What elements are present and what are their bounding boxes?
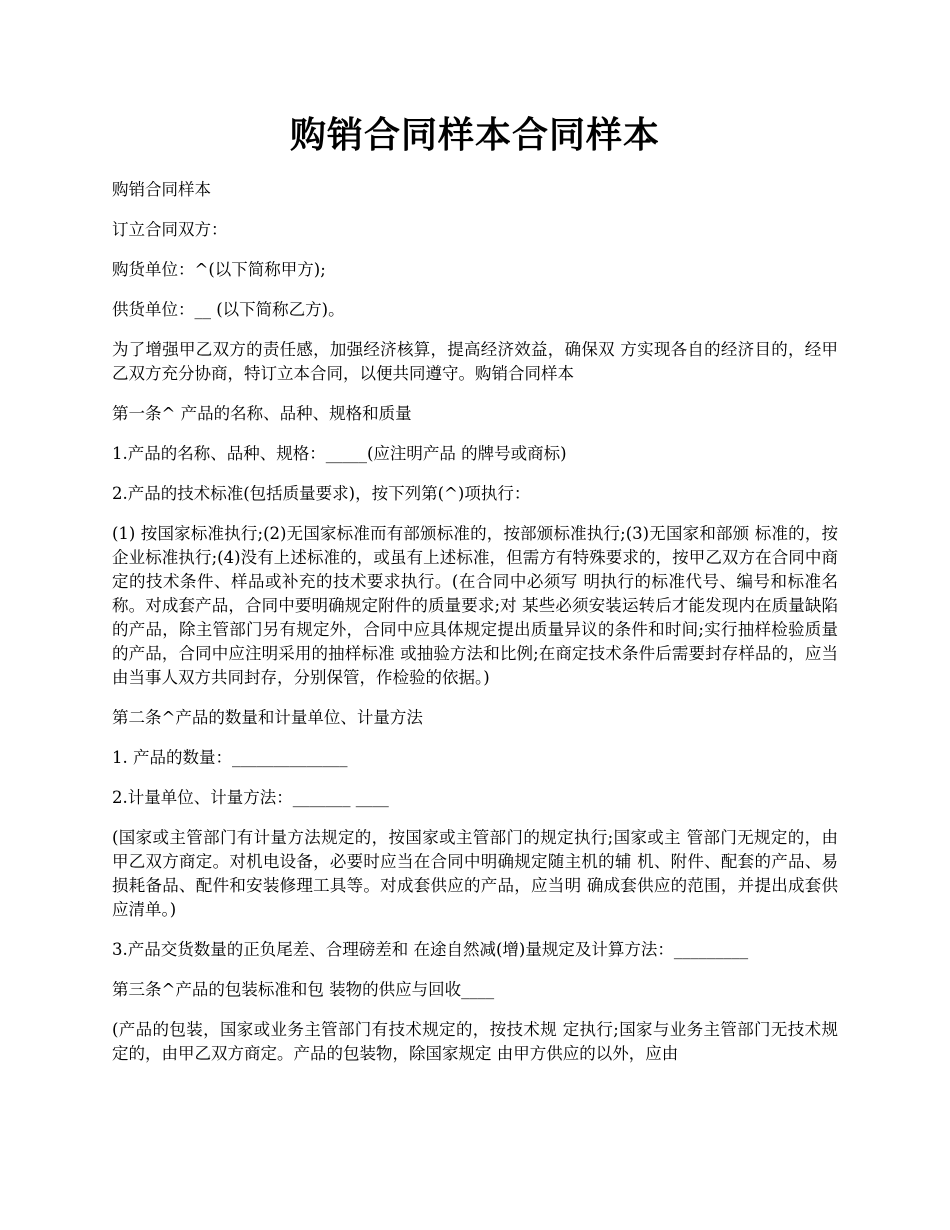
article-1-item-2: 2.产品的技术标准(包括质量要求)，按下列第(^)项执行： [112,484,531,503]
article-2-measurement-note: (国家或主管部门有计量方法规定的，按国家或主管部门的规定执行;国家或主 管部门无规定的，由甲乙双方商定。对机电设备，必要时应当在合同中明确规定随主机的辅 机、附件、配套的产品、易损耗备品、配件和安装修理工具等。对成套供应的产品，应当明 确成套供应的范围，并提出成套供应清单。) [112,828,838,919]
article-3-packaging-note: (产品的包装，国家或业务主管部门有技术规定的，按技术规 定执行;国家与业务主管部门无技术规定的，由甲乙双方商定。产品的包装物，除国家规定 由甲方供应的以外，应由 [112,1020,838,1063]
article-2-item-3: 3.产品交货数量的正负尾差、合理磅差和 在途自然减(增)量规定及计算方法：_________ [112,940,749,959]
article-2-heading: 第二条^产品的数量和计量单位、计量方法 [112,708,423,727]
paragraph-buyer: 购货单位：^(以下简称甲方); [112,260,326,279]
paragraph-heading: 购销合同样本 [112,180,211,199]
paragraph-supplier: 供货单位：__ (以下简称乙方)。 [112,300,345,319]
article-1-heading: 第一条^ 产品的名称、品种、规格和质量 [112,404,412,423]
paragraph-parties: 订立合同双方： [112,220,228,239]
article-2-item-1: 1. 产品的数量：______________ [112,748,348,767]
article-1-standards-note: (1) 按国家标准执行;(2)无国家标准而有部颁标准的，按部颁标准执行;(3)无国家和部颁 标准的，按企业标准执行;(4)没有上述标准的，或虽有上述标准，但需方有特殊要求的，按甲乙双方在合同中商定的技术条件、样品或补充的技术要求执行。(在合同中必须写 明执行的标准代号、编号和标准名称。对成套产品，合同中要明确规定附件的质量要求;对 某些必须安装运转后才能发现内在质量缺陷的产品，除主管部门另有规定外，合同中应具体规定提出质量异议的条件和时间;实行抽样检验质量的产品，合同中应注明采用的抽样标准 或抽验方法和比例;在商定技术条件后需要封存样品的，应当由当事人双方共同封存，分别保管，作检验的依据。) [112,524,838,687]
paragraph-purpose: 为了增强甲乙双方的责任感，加强经济核算，提高经济效益，确保双 方实现各自的经济目的，经甲乙双方充分协商，特订立本合同，以便共同遵守。购销合同样本 [112,340,838,383]
article-3-heading: 第三条^产品的包装标准和包 装物的供应与回收____ [112,980,495,999]
article-1-item-1: 1.产品的名称、品种、规格：_____(应注明产品 的牌号或商标) [112,444,567,463]
article-2-item-2: 2.计量单位、计量方法：_______ ____ [112,788,389,807]
document-body [112,178,838,1082]
document-title: 购销合同样本合同样本 [289,114,660,156]
document-page [112,0,838,1063]
